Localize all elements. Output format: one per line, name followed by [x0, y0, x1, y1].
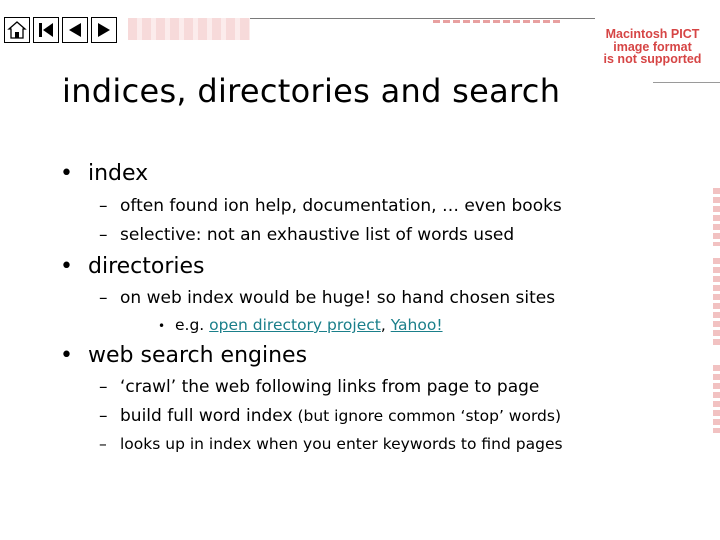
sub-bullet-text: often found ion help, documentation, … even books [120, 196, 562, 216]
sub-bullet-text: on web index would be huge! so hand chosen sites [120, 288, 556, 308]
home-button[interactable] [4, 17, 30, 43]
sub-bullet [99, 288, 555, 308]
previous-slide-icon [65, 20, 85, 40]
sub-bullet [99, 406, 561, 426]
example-prefix: e.g. [175, 316, 210, 334]
next-slide-button[interactable] [91, 17, 117, 43]
bullet-index [60, 161, 148, 186]
bullet-directories [60, 254, 205, 279]
slide-title: indices, directories and search [62, 72, 561, 110]
open-directory-project-link[interactable]: open directory project [209, 316, 381, 334]
sub-bullet [99, 196, 562, 216]
edge-decoration-1 [713, 188, 720, 246]
yahoo-link[interactable]: Yahoo! [390, 316, 443, 334]
sub-bullet-text: build full word index [120, 406, 293, 426]
dash-marker: – [99, 196, 108, 216]
slide-nav-toolbar [4, 17, 117, 43]
bullet-label: index [88, 161, 149, 186]
dash-marker: – [99, 435, 107, 453]
sub-bullet-text: looks up in index when you enter keywords to find pages [120, 435, 563, 453]
sub-bullet-text: ‘crawl’ the web following links from page to page [120, 377, 540, 397]
header-divider-line [250, 18, 595, 19]
first-slide-button[interactable] [33, 17, 59, 43]
dash-marker: – [99, 225, 108, 245]
sub-bullet [99, 377, 539, 397]
placeholder-line-2: image format [613, 39, 692, 54]
next-slide-icon [94, 20, 114, 40]
dash-marker: – [99, 406, 108, 426]
bullet-dot: • [60, 343, 73, 368]
bullet-dot: • [60, 161, 73, 186]
bullet-dot: • [60, 254, 73, 279]
dash-marker: – [99, 377, 108, 397]
sub-bullet [99, 225, 514, 245]
placeholder-divider [653, 82, 720, 83]
edge-decoration-3 [713, 365, 720, 433]
sub-bullet-text: selective: not an exhaustive list of words used [120, 225, 515, 245]
link-separator: , [380, 316, 391, 334]
sub-sub-bullet [158, 316, 443, 334]
bullet-label: web search engines [88, 343, 308, 368]
bullet-label: directories [88, 254, 205, 279]
placeholder-line-1: Macintosh PICT [605, 27, 700, 42]
unsupported-image-placeholder [585, 22, 720, 72]
previous-slide-button[interactable] [62, 17, 88, 43]
header-banner-graphic [128, 18, 250, 40]
placeholder-line-3: is not supported [603, 52, 702, 67]
first-slide-icon [36, 20, 56, 40]
bullet-web-search-engines [60, 343, 307, 368]
edge-decoration-2 [713, 258, 720, 346]
sub-bullet-note: (but ignore common ‘stop’ words) [292, 407, 562, 425]
header-decoration [433, 20, 561, 23]
dash-marker: – [99, 288, 108, 308]
home-icon [7, 20, 27, 40]
bullet-dot: • [158, 319, 166, 333]
sub-bullet [99, 435, 563, 453]
